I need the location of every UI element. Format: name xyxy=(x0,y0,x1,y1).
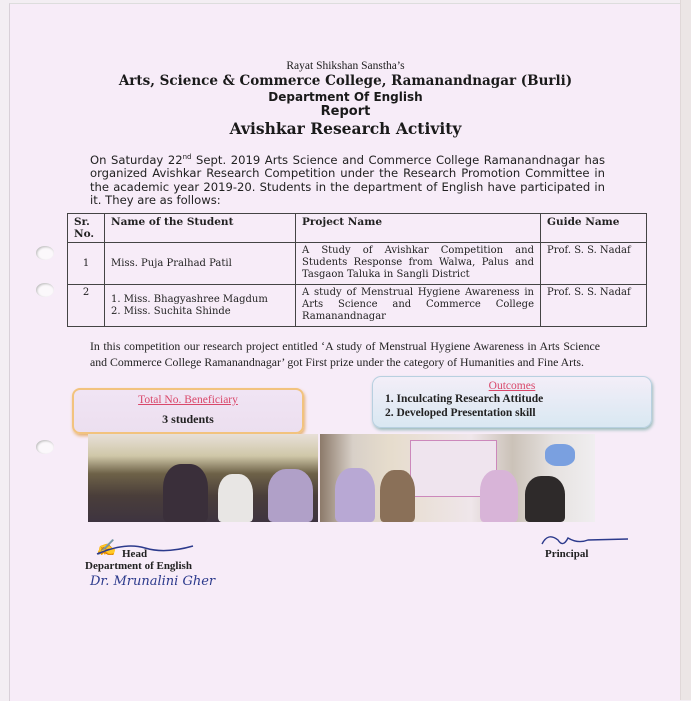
intro-sup: nd xyxy=(182,153,192,161)
outcomes-label: Outcomes xyxy=(488,380,536,392)
cell-sr: 2 xyxy=(68,285,105,327)
cell-guide: Prof. S. S. Nadaf xyxy=(541,285,647,327)
students-table xyxy=(67,213,647,327)
photo-figure xyxy=(380,470,415,522)
cell-sr: 1 xyxy=(68,243,105,285)
beneficiary-value: 3 students xyxy=(162,412,214,426)
head-name-signature: Dr. Mrunalini Gher xyxy=(90,574,216,589)
cell-project: A Study of Avishkar Competition and Students Response from Walwa, Palus and Tasgaon Taluka in Sangli District xyxy=(296,243,541,285)
beneficiary-box xyxy=(72,388,304,434)
col-sr-no: Sr. No. xyxy=(68,214,105,243)
report-title: Avishkar Research Activity xyxy=(229,119,462,138)
head-department: Department of English xyxy=(85,560,192,572)
col-guide-name: Guide Name xyxy=(541,214,647,243)
intro-text-2: Sept. 2019 Arts Science and Commerce College Ramanandnagar has organized Avishkar Research Competition under the Research Promotion Committee in the academic year 2019-20. Students in the department of English have participated in it. They are as follows: xyxy=(90,152,606,208)
event-photo-2 xyxy=(320,434,595,522)
cell-students xyxy=(105,285,296,327)
principal-title: Principal xyxy=(545,548,589,560)
table-header-row xyxy=(68,214,647,243)
photo-chart-drawing xyxy=(545,444,575,466)
outcome-item: 2. Developed Presentation skill xyxy=(385,407,536,419)
result-paragraph: In this competition our research project entitled ‘A study of Menstrual Hygiene Awareness in Arts Science and Commerce College Ramanandnagar’ got First prize under the category of Humanities and Fine Arts. xyxy=(90,339,600,369)
col-project-name: Project Name xyxy=(296,214,541,243)
intro-paragraph xyxy=(90,151,605,208)
photo-figure xyxy=(218,474,253,522)
photo-figure xyxy=(335,468,375,522)
org-name: Rayat Shikshan Sanstha’s xyxy=(286,60,405,72)
cell-project: A study of Menstrual Hygiene Awareness in Arts Science and Commerce College Ramanandnagar xyxy=(296,285,541,327)
head-signature: ✍ xyxy=(96,538,116,557)
photo-figure xyxy=(480,470,518,522)
cell-student: Miss. Puja Pralhad Patil xyxy=(105,243,296,285)
col-student-name: Name of the Student xyxy=(105,214,296,243)
college-name: Arts, Science & Commerce College, Ramanandnagar (Burli) xyxy=(118,73,573,89)
punch-hole xyxy=(36,283,54,297)
photo-figure xyxy=(525,476,565,522)
punch-hole xyxy=(36,246,54,260)
table-row xyxy=(68,285,647,327)
photo-figure xyxy=(268,469,313,522)
cell-guide: Prof. S. S. Nadaf xyxy=(541,243,647,285)
outcomes-box xyxy=(372,376,652,428)
student-name: 2. Miss. Suchita Shinde xyxy=(111,305,231,317)
punch-hole xyxy=(36,440,54,454)
report-label: Report xyxy=(320,104,371,119)
outcome-item: 1. Inculcating Research Attitude xyxy=(385,393,544,405)
head-title: Head xyxy=(122,548,148,560)
table-row xyxy=(68,243,647,285)
photo-figure xyxy=(163,464,208,522)
student-name: 1. Miss. Bhagyashree Magdum xyxy=(111,293,268,305)
beneficiary-label: Total No. Beneficiary xyxy=(138,394,238,406)
department-name: Department Of English xyxy=(268,90,423,104)
intro-text-1: On Saturday 22 xyxy=(90,152,183,167)
event-photo-1 xyxy=(88,434,318,522)
